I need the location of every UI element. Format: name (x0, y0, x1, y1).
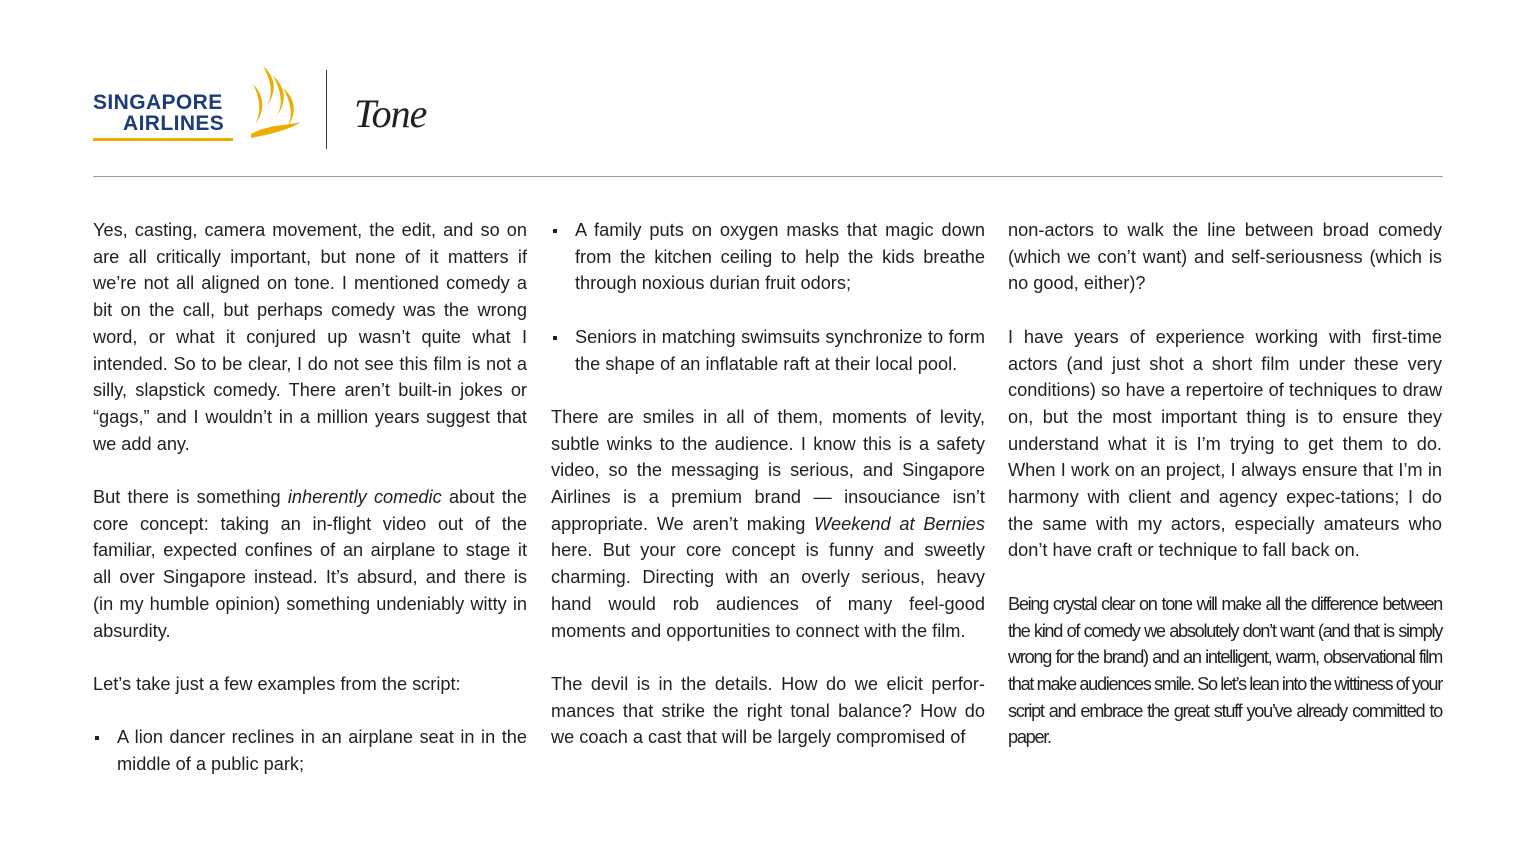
example-list (93, 724, 527, 777)
paragraph: I have years of experience working with first-time actors (and just shot a short film under these very conditions) so have a repertoire of techniques to draw on, but the most important thing is to ensure they understand what it is I’m trying to get them to do. When I work on an project, I always ensure that I’m in harmony with client and agency expec-tations; I do the same with my actors, especially amateurs who don’t have craft or technique to fall back on. (1008, 326, 1442, 561)
paragraph (551, 404, 985, 644)
paragraph: Yes, casting, camera movement, the edit, and so on are all critically important, but none of it matters if we’re not all aligned on tone. I mentioned comedy a bit on the call, but perhaps comedy was the wrong word, or what it conjured up wasn’t quite what I intended. So to be clear, I do not see this film is not a silly, slapstick comedy. There aren’t built-in jokes or “gags,” and I wouldn’t in a million years suggest that we add any. (93, 220, 527, 454)
kris-bird-logo-icon (243, 64, 303, 144)
page-header (93, 62, 593, 152)
text-run: Being crystal clear on tone will make all the difference between the kind of comedy we absolutely don’t want (and that is simply wrong for the brand) and an intelligent, warm, observational film that make audiences smile. So let’s lean into the wittiness of your script and embrace the great stuff you’ve already committed to paper. (1008, 593, 1442, 748)
example-list (551, 217, 985, 377)
logo-line-1: SINGAPORE (93, 91, 223, 114)
text-run: here. But your core concept is funny and sweetly charming. Directing with an overly serious, heavy hand would rob audiences of many feel-good moments and opportunities to connect with the film. (551, 540, 985, 641)
text-run: But there is something (93, 487, 288, 508)
logo-line-2: AIRLINES (123, 112, 225, 135)
paragraph (93, 484, 527, 644)
column-1 (93, 217, 527, 804)
logo-underline (93, 138, 233, 141)
text-run: There are smiles in all of them, moments of levity, subtle winks to the audience. I know this is a safety video, so the messaging is serious, and Singapore Airlines is a premium brand — insouciance isn’t appropriate. We aren’t making (551, 406, 985, 534)
paragraph (1008, 591, 1442, 751)
page-title: Tone (354, 91, 427, 136)
singapore-airlines-wordmark (93, 92, 224, 134)
list-item: A lion dancer reclines in an airplane seat in in the middle of a public park; (93, 724, 527, 777)
horizontal-rule (93, 176, 1443, 177)
paragraph: Let’s take just a few examples from the script: (93, 673, 461, 694)
text-run: about the core concept: taking an in-flight video out of the familiar, expected confines of an airplane to stage it all over Singapore instead. It’s absurd, and there is (in my humble opinion) something undeniably witty in absurdity. (93, 487, 528, 641)
paragraph: The devil is in the details. How do we elicit perfor-mances that strike the right tonal balance? How do we coach a cast that will be largely compromised of (551, 673, 985, 748)
emphasis: inherently comedic (287, 487, 442, 508)
list-item: Seniors in matching swimsuits synchronize to form the shape of an inflatable raft at their local pool. (551, 324, 985, 377)
column-2 (551, 217, 985, 778)
column-3 (1008, 217, 1442, 778)
list-item: A family puts on oxygen masks that magic down from the kitchen ceiling to help the kids breathe through noxious durian fruit odors; (551, 217, 985, 297)
emphasis: Weekend at Bernies (814, 513, 985, 534)
paragraph: non-actors to walk the line between broad comedy (which we con’t want) and self-seriousness (which is no good, either)? (1008, 220, 1442, 294)
header-divider (326, 70, 327, 149)
